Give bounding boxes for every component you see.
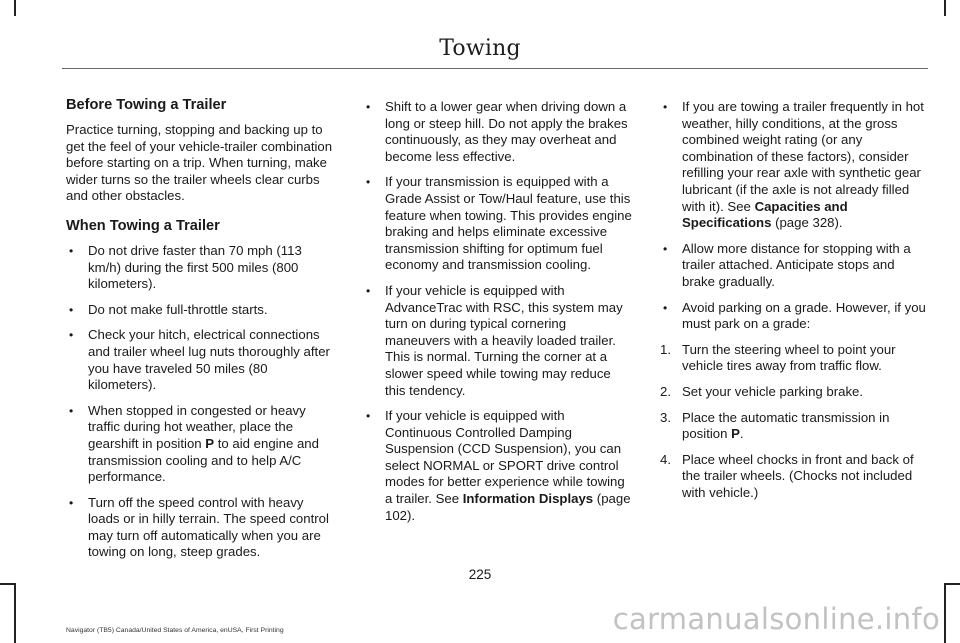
step-item: [660, 452, 928, 502]
list-item: [660, 300, 928, 333]
gear-position-label: P: [205, 435, 215, 451]
crop-mark-bottom-right-v: [944, 583, 946, 643]
step-number: 4.: [660, 451, 671, 467]
step-text: Turn the steering wheel to point your vehicle tires away from traffic flow.: [682, 341, 896, 374]
list-item-text: Allow more distance for stopping with a trailer attached. Anticipate stops and brake gradually.: [682, 240, 911, 289]
list-item: [363, 174, 633, 274]
list-item: [66, 403, 338, 486]
step-text: .: [739, 426, 744, 442]
list-item: [66, 302, 338, 319]
section-heading-when-towing: When Towing a Trailer: [66, 217, 220, 234]
footer-print-info: Navigator (TB5) Canada/United States of America, enUSA, First Printing: [66, 627, 284, 634]
list-item-text: (page 328).: [771, 215, 843, 231]
list-item-text: to aid engine and transmission cooling and to help A/C performance.: [88, 435, 319, 485]
list-item: [660, 241, 928, 291]
crop-mark-top-left: [14, 0, 16, 16]
bullet-list-right: [660, 99, 928, 333]
cross-reference-link[interactable]: Capacities and Specifications: [682, 198, 848, 231]
crop-mark-bottom-left-v: [14, 583, 16, 643]
list-item: [660, 99, 928, 232]
page-title: Towing: [439, 36, 521, 61]
step-text: Place the automatic transmission in position: [682, 409, 890, 442]
crop-mark-bottom-right-h: [944, 583, 960, 585]
list-item: [66, 243, 338, 293]
step-text: Set your vehicle parking brake.: [682, 383, 864, 399]
list-item: [66, 495, 338, 561]
list-item-text: Shift to a lower gear when driving down a long or steep hill. Do not apply the brakes continuously, as they may overheat and become less effective.: [385, 99, 628, 164]
list-item-text: Avoid parking on a grade. However, if you must park on a grade:: [682, 299, 926, 332]
list-item-text: When stopped in congested or heavy traffic during hot weather, place the gearshift in position: [88, 402, 306, 451]
section-heading-before-towing: Before Towing a Trailer: [66, 97, 227, 113]
header-divider: [62, 68, 928, 69]
list-item: [66, 327, 338, 393]
watermark: carmanualsonline.info: [612, 602, 940, 636]
step-item: [660, 384, 928, 401]
column-left: [66, 96, 338, 570]
bullet-list-middle: [363, 99, 633, 524]
list-item-text: If you are towing a trailer frequently in hot weather, hilly conditions, at the gross combined weight rating (or any combination of these factors), consider refilling your rear axle with synthetic gear lubricant (if the axle is not already filled with it). See: [682, 99, 924, 214]
column-middle: [363, 99, 633, 533]
paragraph-practice: Practice turning, stopping and backing up to get the feel of your vehicle-trailer combination before starting on a trip. When turning, make wider turns so the trailer wheels clear curbs and other obstacles.: [66, 122, 333, 204]
list-item-text: Do not make full-throttle starts.: [88, 301, 268, 317]
column-right: [660, 99, 928, 510]
bullet-list-when-towing: [66, 243, 338, 561]
list-item-text: (page 102).: [385, 491, 631, 523]
step-number: 1.: [660, 341, 671, 357]
list-item: [363, 408, 633, 524]
page-number: 225: [468, 567, 492, 582]
crop-mark-top-right: [944, 0, 946, 16]
list-item-text: Do not drive faster than 70 mph (113 km/h) during the first 500 miles (800 kilometers).: [88, 242, 302, 292]
crop-mark-bottom-left-h: [0, 583, 15, 585]
step-text: Place wheel chocks in front and back of the trailer wheels. (Chocks not included with vehicle.): [682, 451, 914, 500]
list-item-text: Check your hitch, electrical connections and trailer wheel lug nuts thoroughly after you have traveled 50 miles (80 kilometers).: [88, 327, 330, 393]
step-number: 3.: [660, 409, 671, 425]
list-item: [363, 99, 633, 165]
step-item: [660, 410, 928, 443]
list-item: [363, 283, 633, 399]
step-number: 2.: [660, 383, 671, 399]
gear-position-label: P: [731, 426, 740, 442]
numbered-steps: [660, 342, 928, 502]
list-item-text: If your vehicle is equipped with Continuous Controlled Damping Suspension (CCD Suspension), you can select NORMAL or SPORT drive control modes for better experience while towing a trailer. See: [385, 408, 625, 507]
list-item-text: Turn off the speed control with heavy loads or in hilly terrain. The speed control may turn off automatically when you are towing on long, steep grades.: [88, 494, 329, 560]
list-item-text: If your transmission is equipped with a Grade Assist or Tow/Haul feature, use this feature when towing. This provides engine braking and helps eliminate excessive transmission shifting for optimum fuel economy and transmission cooling.: [385, 174, 632, 273]
step-item: [660, 342, 928, 375]
cross-reference-link[interactable]: Information Displays: [462, 491, 594, 507]
list-item-text: If your vehicle is equipped with AdvanceTrac with RSC, this system may turn on during typical cornering maneuvers with a heavily loaded trailer. This is normal. Turning the corner at a slower speed while towing may reduce this tendency.: [385, 282, 623, 398]
